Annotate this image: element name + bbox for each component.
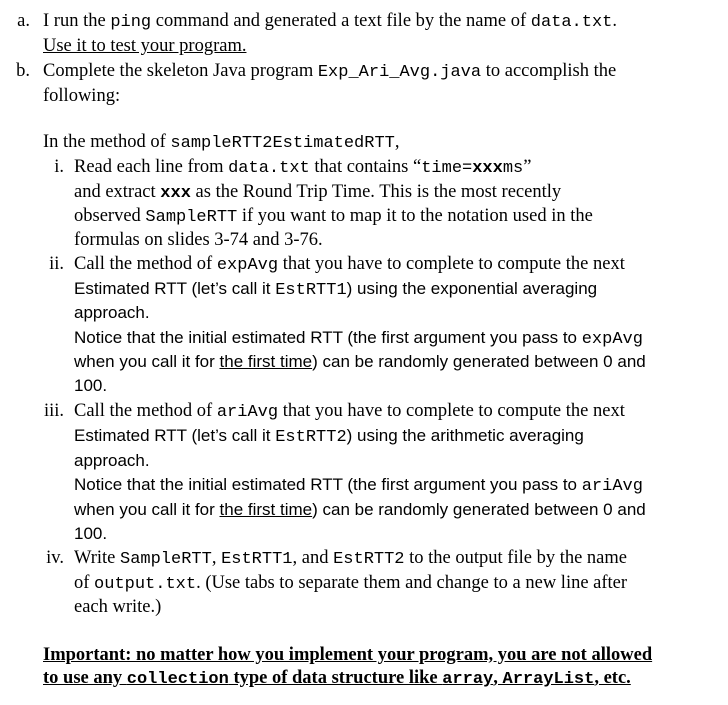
code-ping: ping (110, 13, 152, 32)
text: when you call it for (74, 352, 220, 371)
emphasis-first-time: the first time (219, 352, 313, 371)
text: of (74, 573, 95, 593)
item-iv-line-3: each write.) (74, 597, 162, 617)
item-marker-b: b. (16, 61, 30, 81)
item-ii-line-5 (74, 351, 646, 373)
item-i-line-2 (74, 181, 561, 205)
text: Complete the skeleton Java program (43, 61, 318, 81)
code-expavg: expAvg (581, 330, 643, 349)
code-xxx: xxx (472, 159, 503, 178)
item-ii-line-2 (74, 278, 597, 302)
code-time: time= (421, 159, 473, 178)
item-i-line-4: formulas on slides 3-74 and 3-76. (74, 230, 323, 250)
text: ) can be randomly generated between 0 and (312, 352, 646, 371)
code-arraylist: ArrayList (502, 670, 595, 689)
text: Call the method of (74, 401, 217, 421)
code-array: array (442, 670, 494, 689)
text: type of data structure like (228, 668, 443, 688)
text: to use any (43, 668, 127, 688)
text: . (612, 11, 617, 31)
code-ariavg: ariAvg (216, 403, 279, 422)
code-estrtt1: EstRTT1 (275, 281, 347, 300)
text: In the method of (43, 132, 171, 152)
item-i-line-3 (74, 205, 593, 229)
code-ariavg: ariAvg (581, 477, 643, 496)
text: , and (292, 548, 334, 568)
text: if you want to map it to the notation used in the (237, 206, 593, 226)
item-iii-line-4 (74, 474, 643, 498)
text: and extract (74, 182, 161, 202)
code-method-name: sampleRTT2EstimatedRTT (170, 134, 395, 153)
text: to accomplish the (481, 61, 617, 81)
item-a-line-1 (43, 10, 617, 34)
code-ms: ms (502, 159, 524, 178)
text: Write (74, 548, 120, 568)
code-samplertt: SampleRTT (120, 550, 212, 569)
item-a-line-2: Use it to test your program. (43, 36, 247, 56)
text: command and generated a text file by the name of (151, 11, 531, 31)
text: I run the (43, 11, 111, 31)
code-expavg: expAvg (216, 256, 279, 275)
item-iii-line-1 (74, 400, 625, 424)
text: , (211, 548, 222, 568)
text: ” (523, 157, 532, 177)
code-data-txt: data.txt (228, 159, 310, 178)
item-marker-i: i. (54, 157, 64, 177)
code-samplertt: SampleRTT (145, 208, 238, 227)
code-exp-ari-avg: Exp_Ari_Avg.java (317, 63, 482, 82)
code-output-txt: output.txt (94, 575, 197, 594)
method-intro (43, 131, 399, 155)
text: observed (74, 206, 146, 226)
important-note-line-1: Important: no matter how you implement your program, you are not allowed (43, 645, 653, 665)
item-iii-line-5 (74, 499, 646, 521)
code-estrtt2: EstRTT2 (275, 428, 347, 447)
item-ii-line-6: 100. (74, 376, 108, 395)
text: Notice that the initial estimated RTT (the first argument you pass to (74, 475, 582, 494)
code-collection: collection (126, 670, 229, 689)
code-data-txt: data.txt (530, 13, 613, 32)
item-marker-iv: iv. (46, 548, 64, 568)
text: that you have to complete to compute the next (278, 401, 625, 421)
item-ii-line-1 (74, 253, 625, 277)
text: , (493, 668, 503, 688)
text: Read each line from (74, 157, 229, 177)
item-iii-line-2 (74, 425, 584, 449)
text: when you call it for (74, 500, 220, 519)
item-b-line-2: following: (43, 86, 121, 106)
text: ) can be randomly generated between 0 and (312, 500, 646, 519)
item-iv-line-1 (74, 547, 627, 571)
important-note-line-2 (43, 667, 631, 691)
text: Estimated RTT (let’s call it (74, 279, 276, 298)
text: ) using the exponential averaging (346, 279, 598, 298)
text: that contains “ (309, 157, 422, 177)
item-marker-a: a. (17, 11, 30, 31)
item-ii-line-3: approach. (74, 303, 150, 322)
item-iii-line-3: approach. (74, 451, 150, 470)
item-i-line-1 (74, 156, 531, 180)
item-b-line-1 (43, 60, 616, 84)
text: as the Round Trip Time. This is the most recently (190, 182, 562, 202)
item-ii-line-4 (74, 327, 643, 351)
text: ) using the arithmetic averaging (346, 426, 584, 445)
item-marker-ii: ii. (49, 254, 64, 274)
item-marker-iii: iii. (43, 401, 64, 421)
text: Estimated RTT (let’s call it (74, 426, 276, 445)
code-xxx: xxx (160, 184, 191, 203)
text: , etc. (594, 668, 631, 688)
text: Call the method of (74, 254, 217, 274)
text: , (394, 132, 400, 152)
code-estrtt2: EstRTT2 (333, 550, 405, 569)
text: to the output file by the name (404, 548, 627, 568)
code-estrtt1: EstRTT1 (221, 550, 293, 569)
item-iii-line-6: 100. (74, 524, 108, 543)
emphasis-first-time: the first time (219, 500, 313, 519)
text: . (Use tabs to separate them and change to a new line after (196, 573, 628, 593)
text: Notice that the initial estimated RTT (the first argument you pass to (74, 328, 582, 347)
item-iv-line-2 (74, 572, 627, 596)
text: that you have to complete to compute the next (278, 254, 625, 274)
